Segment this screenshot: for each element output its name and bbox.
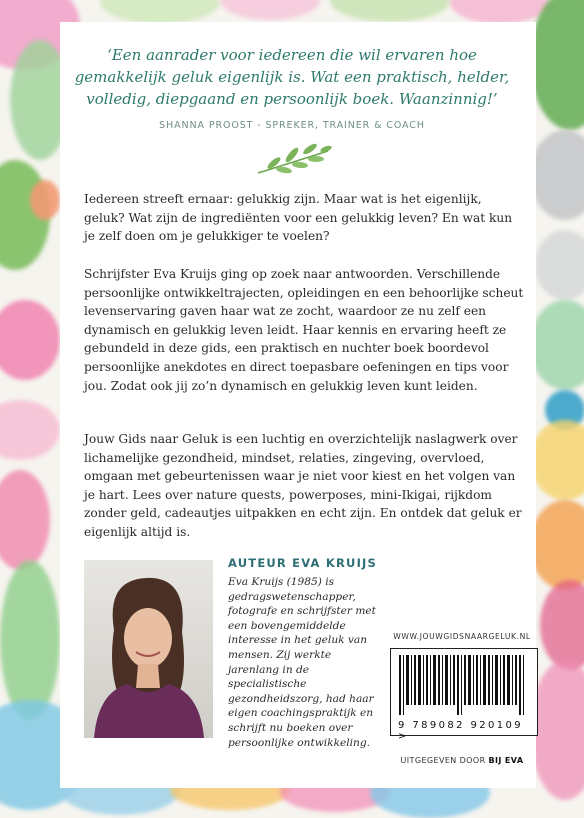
body-paragraph-1: Iedereen streeft ernaar: gelukkig zijn. Maar wat is het eigenlijk, geluk? Wat zijn de ingrediënten voor een gelukkig leven? En wat kun je zelf doen om je gelukkiger te voelen?: [84, 192, 513, 244]
quote-line: volledig, diepgaand en persoonlijk boek. Waanzinnig!’: [86, 90, 498, 108]
quote-line: gemakkelijk geluk eigenlijk is. Wat een praktisch, helder,: [74, 68, 510, 86]
body-paragraph-3: Jouw Gids naar Geluk is een luchtig en overzichtelijk naslagwerk over lichamelijke gezondheid, mindset, relaties, zingeving, overvloed, omgaan met gebeurtenissen waar je niet voor kiest en het volgen van je hart. Lees over nature quests, powerposes, mini-Ikigai, rijkdom zonder geld, cadeautjes uitpakken en echt zijn. En ontdek dat geluk er eigenlijk altijd is.: [84, 432, 522, 539]
author-bio: Eva Kruijs (1985) is gedragswetenschapper, fotografe en schrijfster met een bovengemiddelde interesse in het geluk van mensen. Zij werkte jarenlang in de specialistische gezondheidszorg, had haar eigen coachingspraktijk en schrijft nu boeken over persoonlijke ontwikkeling.: [228, 576, 376, 749]
publisher-line: [387, 756, 537, 765]
testimonial-quote: [66, 44, 518, 110]
author-heading: AUTEUR EVA KRUIJS: [228, 556, 378, 570]
isbn-number: 9 789082 920109 >: [398, 720, 524, 742]
website-url: WWW.JOUWGIDSNAARGELUK.NL: [393, 632, 531, 641]
barcode-bars-icon: [391, 649, 537, 719]
publisher-name: BIJ EVA: [488, 756, 524, 765]
author-photo: [84, 560, 213, 738]
publisher-prefix: UITGEGEVEN DOOR: [400, 756, 486, 765]
body-paragraph-2: Schrijfster Eva Kruijs ging op zoek naar antwoorden. Verschillende persoonlijke ontwikkeltrajecten, opleidingen en een behoorlijke scheut levenservaring gaven haar wat ze zocht, waardoor ze nu zelf een dynamisch en gelukkig leven leidt. Haar kennis en ervaring heeft ze gebundeld in deze gids, een praktisch en nuchter boek boordevol persoonlijke anekdotes en direct toepasbare oefeningen en tips voor jou. Zodat ook jij zo’n dynamisch en gelukkig leven kunt leiden.: [84, 267, 524, 393]
leaf-branch-icon: [254, 143, 332, 177]
quote-line: ‘Een aanrader voor iedereen die wil ervaren hoe: [107, 46, 477, 64]
quote-author: SHANNA PROOST - SPREKER, TRAINER & COACH: [159, 120, 425, 131]
